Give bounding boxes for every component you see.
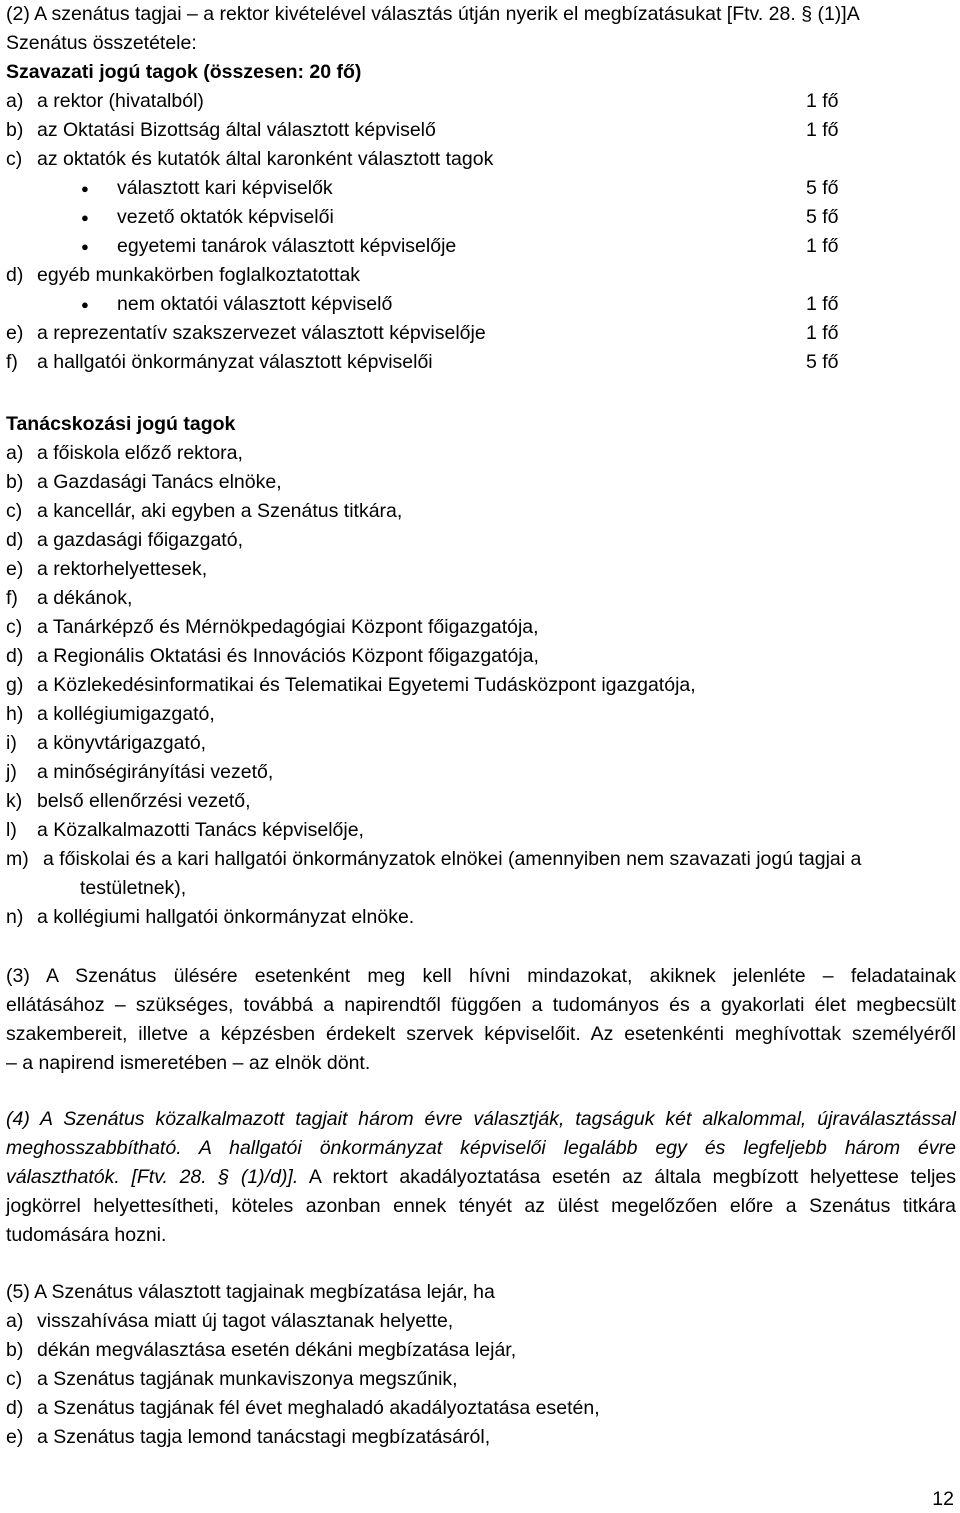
item-text: visszahívása miatt új tagot választanak helyette, [37,1310,454,1332]
item-label: c) [6,148,23,170]
section5-item [6,1394,600,1423]
voting-members-heading: Szavazati jogú tagok (összesen: 20 fő) [6,61,362,83]
bullet-icon: ● [81,239,89,254]
c-bullet-2-count: 5 fő [806,206,839,228]
item-label: e) [6,558,24,580]
bullet-icon: ● [81,297,89,312]
citation-text: választhatók. [Ftv. 28. § (1)/d)]. [6,1166,299,1188]
advisory-item [6,903,414,932]
advisory-item [6,439,243,468]
item-label: j) [6,761,17,783]
item-label: c) [6,500,23,522]
advisory-members-heading: Tanácskozási jogú tagok [6,413,236,435]
item-label: f) [6,351,18,373]
item-text: a dékánok, [37,587,133,609]
justified-text: szakembereit, illetve a képzésben érdekelt szervek képviselőit. Az esetenkénti meghívottak személyéről [6,1023,956,1045]
item-text: a Tanárképző és Mérnökpedagógiai Központ főigazgatója, [37,616,539,638]
item-label: e) [6,322,24,344]
advisory-item [6,874,186,903]
item-label: d) [6,1397,24,1419]
item-text: egyéb munkakörben foglalkoztatottak [37,264,361,286]
rest-text: A rektort akadályoztatása esetén az általa megbízott helyettese teljes [298,1166,957,1188]
item-text: a rektor (hivatalból) [37,90,204,112]
item-text: a Közlekedésinformatikai és Telematikai Egyetemi Tudásközpont igazgatója, [37,674,696,696]
item-label: d) [6,529,24,551]
voting-item-a-count: 1 fő [806,90,839,112]
justified-text: jogkörrel helyettesítheti, köteles azonban ennek tényét az ülést megelőzően előre a Szenátus titkára [6,1195,956,1217]
section2-line2: Szenátus összetétele: [6,32,197,54]
item-label: h) [6,703,24,725]
section5-item [6,1336,516,1365]
voting-item-b-count: 1 fő [806,119,839,141]
item-text: a Közalkalmazotti Tanács képviselője, [37,819,364,841]
item-text: a hallgatói önkormányzat választott képviselői [37,351,433,373]
section4-line4 [6,1192,956,1221]
voting-item-f-count: 5 fő [806,351,839,373]
item-text: a reprezentatív szakszervezet választott képviselője [37,322,486,344]
item-label: n) [6,906,24,928]
justified-text: (4) A Szenátus közalkalmazott tagjait három évre választják, tagságuk két alkalommal, újraválasztással [6,1108,956,1130]
section3-line1 [6,962,956,991]
section5-item [6,1365,458,1394]
section3-line3 [6,1020,956,1049]
item-text: az Oktatási Bizottság által választott képviselő [37,119,436,141]
item-text: dékán megválasztása esetén dékáni megbízatása lejár, [37,1339,517,1361]
section3-line4: – a napirend ismeretében – az elnök dönt. [6,1052,371,1074]
advisory-item [6,845,861,874]
page-number: 12 [932,1488,954,1510]
item-label: a) [6,1310,24,1332]
advisory-item [6,526,243,555]
voting-item-d [6,261,360,290]
item-label: i) [6,732,17,754]
c-bullet-2: vezető oktatók képviselői [117,206,334,228]
item-label: k) [6,790,23,812]
item-label: c) [6,1368,23,1390]
advisory-item [6,642,539,671]
item-label: b) [6,1339,24,1361]
section5-intro: (5) A Szenátus választott tagjainak megbízatása lejár, ha [6,1281,495,1303]
justified-text: meghosszabbítható. A hallgatói önkormányzat képviselői legalább egy és legfeljebb három évre [6,1137,956,1159]
item-label: f) [6,587,18,609]
item-text: a Regionális Oktatási és Innovációs Központ főigazgatója, [37,645,539,667]
advisory-item [6,497,402,526]
advisory-item [6,816,364,845]
section4-line3 [6,1163,956,1192]
justified-text [6,1163,956,1192]
voting-item-f [6,348,433,377]
advisory-item [6,758,273,787]
d-bullet-1-count: 1 fő [806,293,839,315]
item-text: a Gazdasági Tanács elnöke, [37,471,282,493]
item-label: d) [6,645,24,667]
item-text: a főiskolai és a kari hallgatói önkormányzatok elnökei (amennyiben nem szavazati jogú tagjai a [43,848,862,870]
item-text: a minőségirányítási vezető, [37,761,274,783]
item-text: a könyvtárigazgató, [37,732,207,754]
item-label: l) [6,819,17,841]
advisory-item [6,613,539,642]
voting-item-e [6,319,486,348]
voting-item-c [6,145,493,174]
item-text: a főiskola előző rektora, [37,442,243,464]
item-text: az oktatók és kutatók által karonként választott tagok [37,148,494,170]
item-label: b) [6,471,24,493]
item-label: b) [6,119,24,141]
voting-item-a [6,87,204,116]
item-text: belső ellenőrzési vezető, [37,790,251,812]
advisory-item [6,700,215,729]
voting-item-e-count: 1 fő [806,322,839,344]
d-bullet-1: nem oktatói választott képviselő [117,293,393,315]
bullet-icon: ● [81,210,89,225]
voting-item-b [6,116,436,145]
item-label: d) [6,264,24,286]
bullet-icon: ● [81,181,89,196]
item-label: m) [6,848,29,870]
section5-item [6,1423,490,1452]
advisory-item [6,671,696,700]
c-bullet-1-count: 5 fő [806,177,839,199]
item-text: a gazdasági főigazgató, [37,529,243,551]
advisory-item [6,729,206,758]
item-text: a kancellár, aki egyben a Szenátus titkára, [37,500,403,522]
section3-line2 [6,991,956,1020]
item-label: a) [6,90,24,112]
c-bullet-1: választott kari képviselők [117,177,333,199]
section4-line5: tudomására hozni. [6,1224,167,1246]
section4-line1 [6,1105,956,1134]
c-bullet-3: egyetemi tanárok választott képviselője [117,235,457,257]
item-text: a rektorhelyettesek, [37,558,208,580]
item-label: a) [6,442,24,464]
section4-line2 [6,1134,956,1163]
item-label: g) [6,674,24,696]
item-text: a kollégiumi hallgatói önkormányzat elnöke. [37,906,415,928]
item-label: e) [6,1426,24,1448]
item-text: a kollégiumigazgató, [37,703,215,725]
section5-item [6,1307,453,1336]
item-label: c) [6,616,23,638]
justified-text: (3) A Szenátus ülésére esetenként meg kell hívni mindazokat, akiknek jelenléte – feladatainak [6,965,956,987]
advisory-item [6,555,207,584]
item-text: a Szenátus tagjának fél évet meghaladó akadályoztatása esetén, [37,1397,600,1419]
section2-line1: (2) A szenátus tagjai – a rektor kivételével választás útján nyerik el megbízatásukat [Ftv. 28. § (1)]A [6,3,860,25]
advisory-item [6,787,251,816]
item-text: a Szenátus tagjának munkaviszonya megszűnik, [37,1368,458,1390]
advisory-item [6,584,132,613]
c-bullet-3-count: 1 fő [806,235,839,257]
justified-text: ellátásához – szükséges, továbbá a napirendtől függően a tudományos és a gyakorlati élet megbecsült [6,994,956,1016]
item-text: a Szenátus tagja lemond tanácstagi megbízatásáról, [37,1426,491,1448]
advisory-item [6,468,282,497]
item-text: testületnek), [80,877,187,899]
